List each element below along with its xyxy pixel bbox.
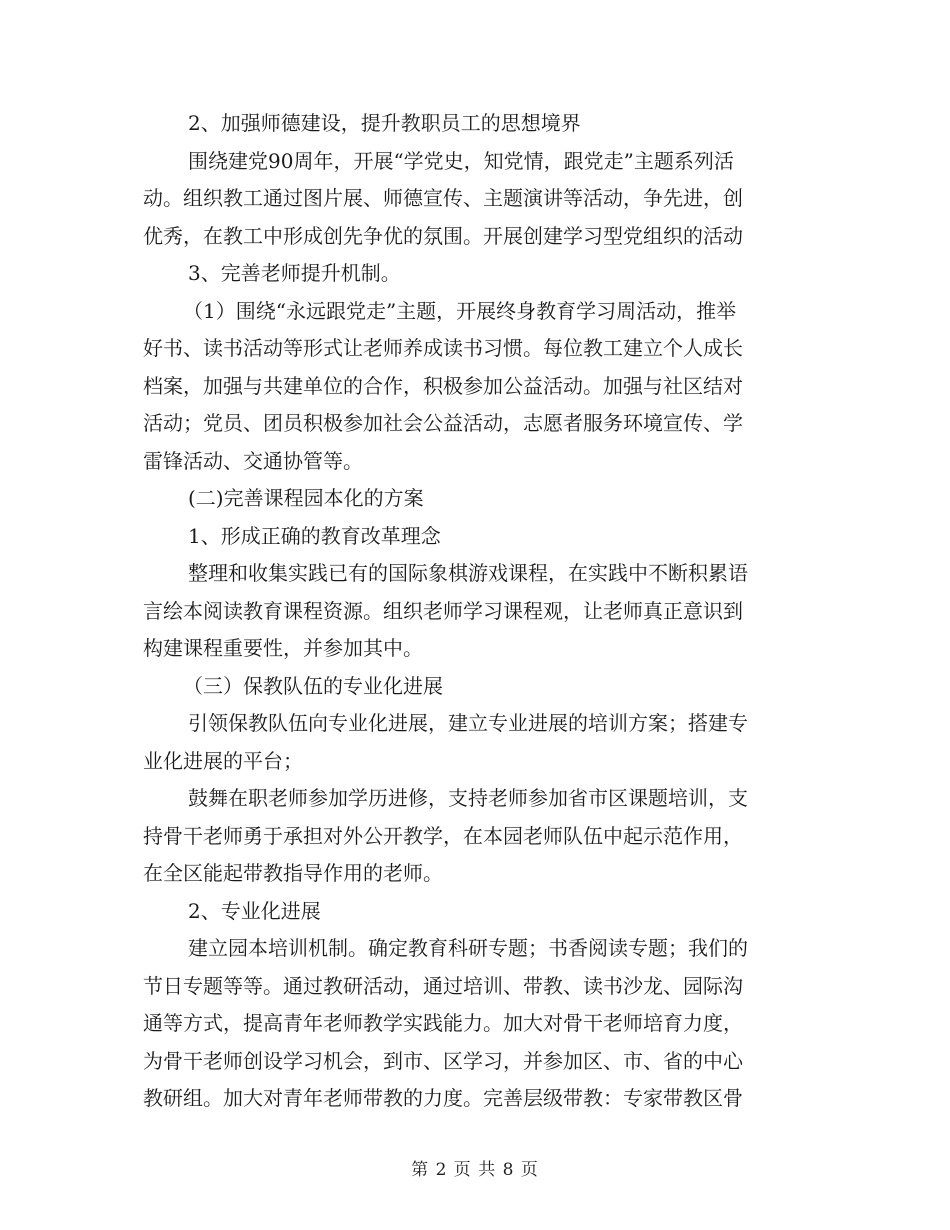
- text-line: 雷锋活动、交通协管等。: [143, 448, 363, 473]
- paragraph: [143, 780, 808, 893]
- text-line: 1、形成正确的教育改革理念: [188, 523, 441, 548]
- text-line: 好书、读书活动等形式让老师养成读书习惯。每位教工建立个人成长: [143, 336, 743, 360]
- paragraph: [143, 893, 808, 931]
- text-line: 言绘本阅读教育课程资源。组织老师学习课程观，让老师真正意识到: [143, 598, 743, 623]
- text-line: （1）围绕“永远跟党走”主题，开展终身教育学习周活动，推举: [183, 298, 737, 323]
- text-line: 动。组织教工通过图片展、师德宣传、主题演讲等活动，争先进，创: [143, 186, 743, 210]
- paragraph: [143, 705, 808, 780]
- text-line: 建立园本培训机制。确定教育科研专题；书香阅读专题；我们的: [188, 936, 748, 960]
- text-line: 持骨干老师勇于承担对外公开教学，在本园老师队伍中起示范作用，: [143, 823, 743, 848]
- text-line: 引领保教队伍向专业化进展，建立专业进展的培训方案；搭建专: [188, 711, 748, 735]
- text-line: 业化进展的平台；: [143, 748, 303, 773]
- text-line: 优秀，在教工中形成创先争优的氛围。开展创建学习型党组织的活动: [143, 223, 743, 248]
- paragraph: [143, 518, 808, 556]
- text-line: 鼓舞在职老师参加学历进修，支持老师参加省市区课题培训，支: [188, 786, 748, 810]
- paragraph: [143, 143, 808, 256]
- text-line: 在全区能起带教指导作用的老师。: [143, 861, 443, 885]
- document-body: [143, 105, 808, 1118]
- text-line: 活动；党员、团员积极参加社会公益活动，志愿者服务环境宣传、学: [143, 411, 743, 435]
- paragraph: [143, 930, 808, 1118]
- text-line: 档案，加强与共建单位的合作，积极参加公益活动。加强与社区结对: [143, 373, 743, 398]
- paragraph: [143, 555, 808, 668]
- paragraph: [143, 480, 808, 518]
- text-line: 节日专题等等。通过教研活动，通过培训、带教、读书沙龙、园际沟: [143, 973, 743, 998]
- text-line: (二)完善课程园本化的方案: [188, 486, 424, 510]
- text-line: 为骨干老师创设学习机会，到市、区学习，并参加区、市、省的中心: [143, 1048, 743, 1073]
- text-line: 2、加强师德建设，提升教职员工的思想境界: [188, 111, 581, 135]
- text-line: 围绕建党90周年，开展“学党史，知党情，跟党走”主题系列活: [188, 148, 734, 173]
- text-line: 整理和收集实践已有的国际象棋游戏课程，在实践中不断积累语: [188, 561, 748, 585]
- paragraph: [143, 668, 808, 706]
- paragraph: [143, 105, 808, 143]
- page-footer: 第 2 页 共 8 页: [411, 1160, 539, 1180]
- paragraph: [143, 293, 808, 481]
- text-line: 3、完善老师提升机制。: [188, 261, 401, 285]
- text-line: 通等方式，提高青年老师教学实践能力。加大对骨干老师培育力度，: [143, 1011, 743, 1035]
- text-line: 2、专业化进展: [188, 898, 321, 923]
- text-line: 教研组。加大对青年老师带教的力度。完善层级带教：专家带教区骨: [143, 1086, 743, 1110]
- paragraph: [143, 255, 808, 293]
- text-line: 构建课程重要性，并参加其中。: [143, 636, 423, 660]
- text-line: （三）保教队伍的专业化进展: [183, 673, 443, 698]
